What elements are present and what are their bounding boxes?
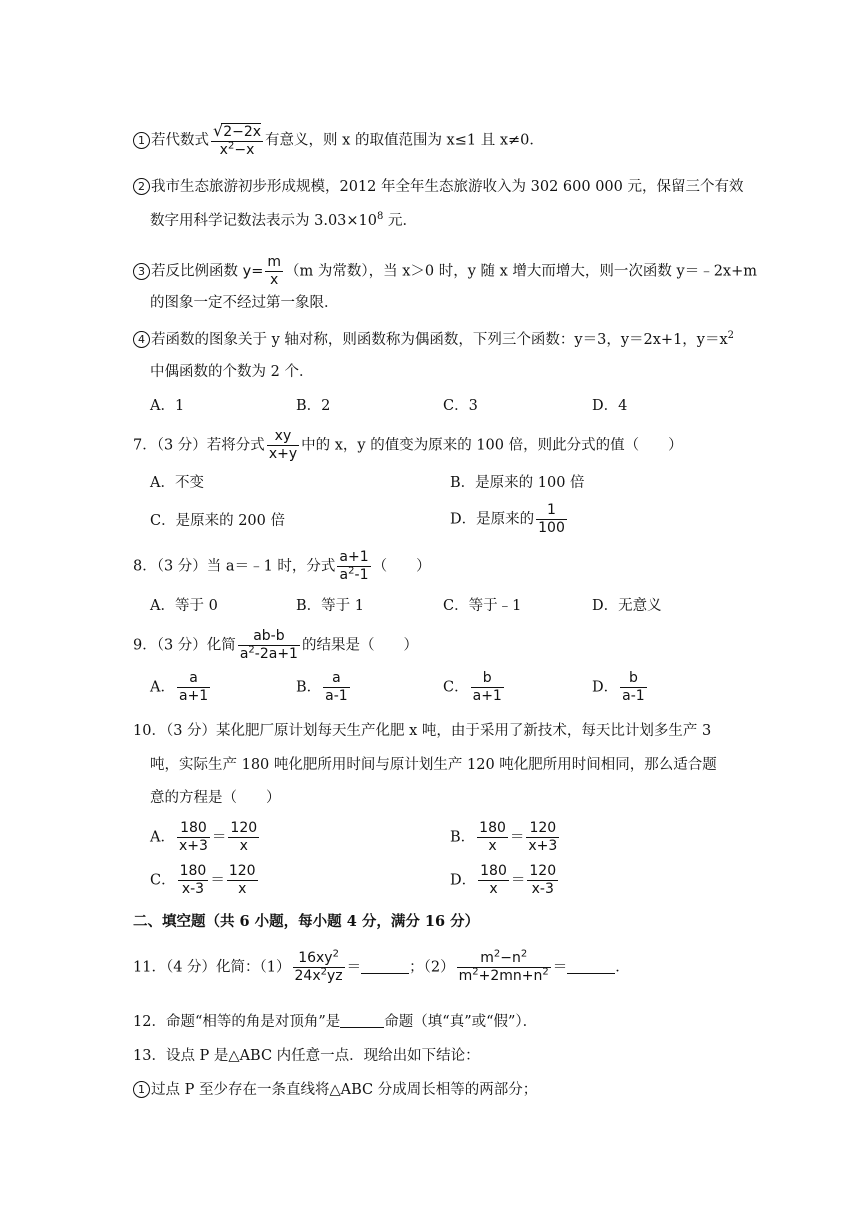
question-10-line3: 意的方程是（ ）: [150, 790, 281, 806]
statement-3-line1: 3 若反比例函数 y= $\frac{m}{x}$ （m 为常数），当 x＞0 时，y 随 x 增大而增大，则一次函数 y＝﹣2x+m: [133, 254, 757, 289]
statement-2-line1: 2 我市生态旅游初步形成规模，2012 年全年生态旅游收入为 302 600 000 元，保留三个有效: [133, 177, 743, 197]
q9-option-b[interactable]: B． $\frac{a}{a-1}$: [296, 670, 348, 704]
q7-option-b[interactable]: B．是原来的 100 倍: [450, 475, 585, 491]
question-12: 12．命题“相等的角是对顶角”是 命题（填“真”或“假”）．: [133, 1014, 538, 1030]
fraction: $\frac{ab-b}{a^2-2a+1}$: [239, 628, 298, 662]
question-13: 13．设点 P 是△ABC 内任意一点．现给出如下结论：: [133, 1048, 480, 1064]
q6-option-b[interactable]: B．2: [296, 398, 331, 414]
fraction: $\frac{1}{100}$: [538, 502, 565, 536]
q8-option-a[interactable]: A．等于 0: [150, 598, 218, 614]
answer-blank-1[interactable]: [361, 959, 409, 974]
q10-option-a[interactable]: A． $\frac{180}{x+3}$ ＝ $\frac{120}{x}$: [150, 820, 258, 854]
q10-option-c[interactable]: C． $\frac{180}{x-3}$ ＝ $\frac{120}{x}$: [150, 863, 256, 897]
q8-option-c[interactable]: C．等于﹣1: [443, 598, 522, 614]
question-8: 8．（3 分）当 a＝﹣1 时，分式 $\frac{a+1}{a^2-1}$ （ ）: [133, 549, 431, 583]
q6-option-d[interactable]: D．4: [592, 398, 628, 414]
q8-option-d[interactable]: D．无意义: [592, 598, 662, 614]
statement-3-line2: 的图象一定不经过第一象限．: [150, 295, 339, 311]
question-11: 11．（4 分）化简：（1） $\frac{16xy^2}{24x^2yz}$ ＝ ；（2） $\frac{m^2-n^2}{m^2+2mn+n^2}$ ＝ ．: [133, 948, 630, 984]
fraction: $\frac{xy}{x+y}$: [268, 428, 298, 462]
question-10-line1: 10．（3 分）某化肥厂原计划每天生产化肥 x 吨，由于采用了新技术，每天比计划多生产 3: [133, 723, 712, 739]
q9-option-c[interactable]: C． $\frac{b}{a+1}$: [443, 670, 502, 704]
q6-option-c[interactable]: C．3: [443, 398, 478, 414]
fraction: $\frac{√2-2x}{x^2-x}$: [213, 121, 262, 158]
q9-option-a[interactable]: A． $\frac{a}{a+1}$: [150, 670, 209, 704]
question-9: 9．（3 分）化简 $\frac{ab-b}{a^2-2a+1}$ 的结果是（ ）: [133, 628, 418, 662]
question-13-statement-1: 1 过点 P 至少存在一条直线将△ABC 分成周长相等的两部分；: [133, 1080, 537, 1100]
q10-option-b[interactable]: B． $\frac{180}{x}$ ＝ $\frac{120}{x+3}$: [450, 820, 558, 854]
q7-option-d[interactable]: D．是原来的 $\frac{1}{100}$: [450, 502, 565, 536]
q10-option-d[interactable]: D． $\frac{180}{x}$ ＝ $\frac{120}{x-3}$: [450, 863, 557, 897]
statement-1: 1 若代数式 $\frac{√2-2x}{x^2-x}$ 有意义，则 x 的取值范围为 x≤1 且 x≠0．: [133, 122, 544, 159]
circle-number: 1: [133, 1081, 150, 1098]
q9-option-d[interactable]: D． $\frac{b}{a-1}$: [592, 670, 645, 704]
circle-number: 3: [133, 263, 150, 280]
question-7: 7．（3 分）若将分式 $\frac{xy}{x+y}$ 中的 x，y 的值变为原来的 100 倍，则此分式的值（ ）: [133, 428, 683, 462]
circle-number: 4: [133, 331, 150, 348]
statement-4-line2: 中偶函数的个数为 2 个．: [150, 364, 314, 380]
fraction: $\frac{a+1}{a^2-1}$: [339, 549, 369, 583]
q7-option-c[interactable]: C．是原来的 200 倍: [150, 513, 285, 529]
q7-option-a[interactable]: A．不变: [150, 475, 204, 491]
fraction: $\frac{16xy^2}{24x^2yz}$: [294, 948, 343, 984]
statement-2-line2: 数字用科学记数法表示为 $3.03\times 10^8$ 元．: [150, 211, 417, 229]
section-heading: 二、填空题（共 6 小题，每小题 4 分，满分 16 分）: [133, 913, 480, 930]
answer-blank-2[interactable]: [567, 959, 615, 974]
circle-number: 2: [133, 178, 150, 195]
answer-blank[interactable]: [340, 1013, 384, 1028]
q8-option-b[interactable]: B．等于 1: [296, 598, 364, 614]
fraction: $\frac{m}{x}$: [267, 254, 281, 288]
circle-number: 1: [133, 132, 150, 149]
statement-4-line1: 4 若函数的图象关于 y 轴对称，则函数称为偶函数，下列三个函数：y＝3，y＝2x+1，$y=x^2$: [133, 330, 734, 350]
q6-option-a[interactable]: A．1: [150, 398, 185, 414]
fraction: $\frac{m^2-n^2}{m^2+2mn+n^2}$: [458, 948, 549, 984]
question-10-line2: 吨，实际生产 180 吨化肥所用时间与原计划生产 120 吨化肥所用时间相同，那么适合题: [150, 757, 717, 773]
